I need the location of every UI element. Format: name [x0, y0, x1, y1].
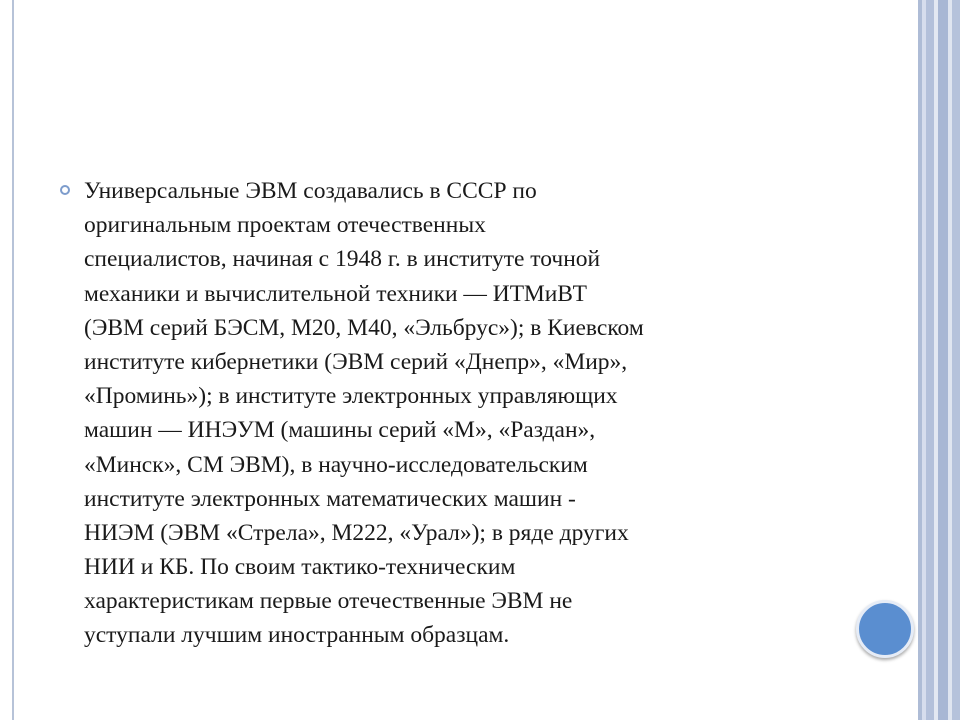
- circle-bullet-icon: [60, 185, 70, 195]
- text-line: НИИ и КБ. По своим тактико-техническим: [84, 554, 516, 581]
- text-line: институте кибернетики (ЭВМ серий «Днепр», «Мир»,: [84, 348, 628, 375]
- right-stripe: [938, 0, 948, 720]
- text-line: «Проминь»); в институте электронных управляющих: [84, 383, 618, 410]
- right-stripe: [952, 0, 960, 720]
- text-line: уступали лучшим иностранным образцам.: [84, 622, 510, 649]
- text-line: «Минск», СМ ЭВМ), в научно-исследовательским: [84, 451, 588, 478]
- blue-circle-icon: [856, 600, 914, 658]
- bullet-text: [84, 174, 864, 653]
- text-line: оригинальным проектам отечественных: [84, 212, 486, 239]
- text-line: механики и вычислительной техники — ИТМиВТ: [84, 280, 588, 307]
- right-stripe: [926, 0, 934, 720]
- text-line: НИЭМ (ЭВМ «Стрела», М222, «Урал»); в ряде других: [84, 519, 629, 546]
- text-line: Универсальные ЭВМ создавались в СССР по: [84, 178, 537, 204]
- text-line: институте электронных математических машин -: [84, 485, 576, 512]
- text-line: характеристикам первые отечественные ЭВМ не: [84, 588, 573, 615]
- text-line: машин — ИНЭУМ (машины серий «М», «Раздан»,: [84, 417, 596, 444]
- left-frame-line: [12, 0, 14, 720]
- text-line: специалистов, начиная с 1948 г. в институте точной: [84, 246, 601, 273]
- text-line: (ЭВМ серий БЭСМ, М20, М40, «Эльбрус»); в Киевском: [84, 314, 644, 341]
